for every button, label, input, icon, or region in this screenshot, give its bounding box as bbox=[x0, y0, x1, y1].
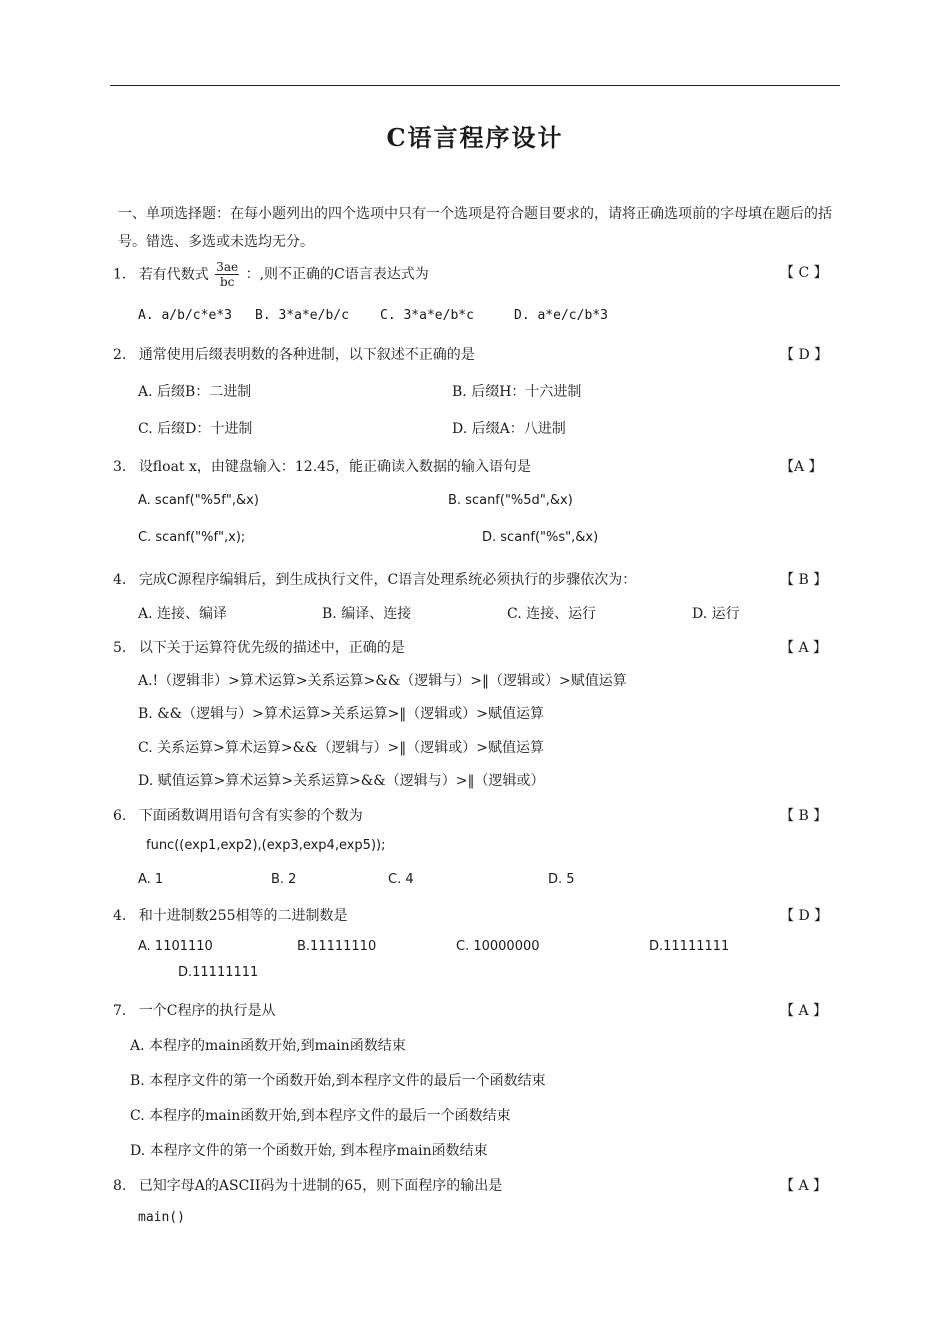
question-2 bbox=[113, 344, 475, 364]
option-b: B. 2 bbox=[271, 872, 297, 887]
option-d: D. 赋值运算>算术运算>关系运算>&&（逻辑与）>‖（逻辑或） bbox=[138, 773, 545, 789]
option-b: B. 后缀H：十六进制 bbox=[452, 384, 582, 400]
question-4b bbox=[113, 905, 348, 925]
answer-bracket: 【 C 】 bbox=[780, 265, 828, 281]
section-intro: 一、单项选择题：在每小题列出的四个选项中只有一个选项是符合题目要求的，请将正确选项前的字母填在题后的括号。错选、多选或未选均无分。 bbox=[118, 206, 832, 250]
question-text: 以下关于运算符优先级的描述中，正确的是 bbox=[138, 640, 405, 656]
question-1 bbox=[113, 260, 429, 289]
answer-bracket: 【 B 】 bbox=[780, 808, 828, 824]
option-c: C. 连接、运行 bbox=[507, 606, 597, 622]
option-c: C. 后缀D：十进制 bbox=[138, 421, 253, 437]
answer-bracket: 【A 】 bbox=[780, 459, 823, 475]
option-c: C. scanf("%f",x); bbox=[138, 530, 246, 545]
question-8 bbox=[113, 1175, 502, 1195]
option-b: B.11111110 bbox=[297, 939, 377, 954]
answer-bracket: 【 D 】 bbox=[780, 347, 829, 363]
question-text: 一个C程序的执行是从 bbox=[138, 1003, 276, 1019]
question-4 bbox=[113, 569, 636, 589]
option-b: B. 3*a*e/b/c bbox=[255, 308, 349, 323]
question-number: 3. bbox=[113, 459, 127, 475]
question-number: 8. bbox=[113, 1178, 127, 1194]
option-a: A. 1101110 bbox=[138, 939, 213, 954]
answer-bracket: 【 B 】 bbox=[780, 572, 828, 588]
option-b: B. scanf("%5d",&x) bbox=[448, 493, 573, 508]
option-d: D. 后缀A：八进制 bbox=[452, 421, 566, 437]
question-3 bbox=[113, 456, 531, 476]
header-rule bbox=[110, 85, 840, 86]
question-number: 4. bbox=[113, 908, 127, 924]
option-a: A. 后缀B：二进制 bbox=[138, 384, 252, 400]
option-b: B. 编译、连接 bbox=[322, 606, 412, 622]
fraction-numerator: 3ae bbox=[216, 260, 239, 274]
question-number: 2. bbox=[113, 347, 127, 363]
option-a: A. scanf("%5f",&x) bbox=[138, 493, 259, 508]
question-text-before: 若有代数式 bbox=[138, 266, 209, 283]
question-number: 7. bbox=[113, 1003, 127, 1019]
answer-bracket: 【 A 】 bbox=[780, 1003, 828, 1019]
option-d: D. 运行 bbox=[692, 606, 740, 622]
question-7 bbox=[113, 1000, 276, 1020]
question-number: 5. bbox=[113, 640, 127, 656]
code-line: func((exp1,exp2),(exp3,exp4,exp5)); bbox=[146, 838, 386, 853]
option-a: A. 本程序的main函数开始,到main函数结束 bbox=[130, 1038, 406, 1054]
question-text-after: ：,则不正确的C语言表达式为 bbox=[245, 266, 429, 283]
option-c: C. 4 bbox=[388, 872, 414, 887]
question-text: 通常使用后缀表明数的各种进制，以下叙述不正确的是 bbox=[138, 347, 475, 363]
option-c: C. 10000000 bbox=[456, 939, 540, 954]
option-c: C. 关系运算>算术运算>&&（逻辑与）>‖（逻辑或）>赋值运算 bbox=[138, 740, 544, 756]
question-text: 完成C源程序编辑后，到生成执行文件，C语言处理系统必须执行的步骤依次为： bbox=[138, 572, 637, 588]
option-b: B. 本程序文件的第一个函数开始,到本程序文件的最后一个函数结束 bbox=[130, 1073, 546, 1089]
question-5 bbox=[113, 637, 405, 657]
question-6 bbox=[113, 805, 363, 825]
question-text: 和十进制数255相等的二进制数是 bbox=[138, 908, 348, 924]
answer-bracket: 【 D 】 bbox=[780, 908, 829, 924]
option-d: D. a*e/c/b*3 bbox=[514, 308, 608, 323]
question-text: 设float x，由键盘输入：12.45，能正确读入数据的输入语句是 bbox=[138, 459, 531, 475]
option-b: B. &&（逻辑与）>算术运算>关系运算>‖（逻辑或）>赋值运算 bbox=[138, 706, 545, 722]
question-text: 下面函数调用语句含有实参的个数为 bbox=[138, 808, 363, 824]
fraction-denominator: bc bbox=[220, 275, 235, 289]
option-a: A. 连接、编译 bbox=[138, 606, 228, 622]
option-c: C. 3*a*e/b*c bbox=[380, 308, 474, 323]
code-line: main() bbox=[138, 1210, 185, 1225]
answer-bracket: 【 A 】 bbox=[780, 1178, 828, 1194]
answer-bracket: 【 A 】 bbox=[780, 640, 828, 656]
question-number: 6. bbox=[113, 808, 127, 824]
option-a: A. 1 bbox=[138, 872, 164, 887]
option-d: D. 本程序文件的第一个函数开始, 到本程序main函数结束 bbox=[130, 1143, 488, 1159]
option-d: D. 5 bbox=[548, 872, 575, 887]
option-d: D.11111111 bbox=[649, 939, 730, 954]
option-a: A. a/b/c*e*3 bbox=[138, 308, 232, 323]
option-a: A.!（逻辑非）>算术运算>关系运算>&&（逻辑与）>‖（逻辑或）>赋值运算 bbox=[138, 673, 627, 689]
option-d: D. scanf("%s",&x) bbox=[482, 530, 599, 545]
option-d-repeat: D.11111111 bbox=[178, 965, 259, 980]
question-number: 4. bbox=[113, 572, 127, 588]
page-title: C语言程序设计 bbox=[386, 123, 564, 152]
question-text: 已知字母A的ASCII码为十进制的65，则下面程序的输出是 bbox=[138, 1178, 503, 1194]
option-c: C. 本程序的main函数开始,到本程序文件的最后一个函数结束 bbox=[130, 1108, 511, 1124]
question-number: 1. bbox=[113, 266, 127, 283]
fraction bbox=[215, 260, 239, 289]
